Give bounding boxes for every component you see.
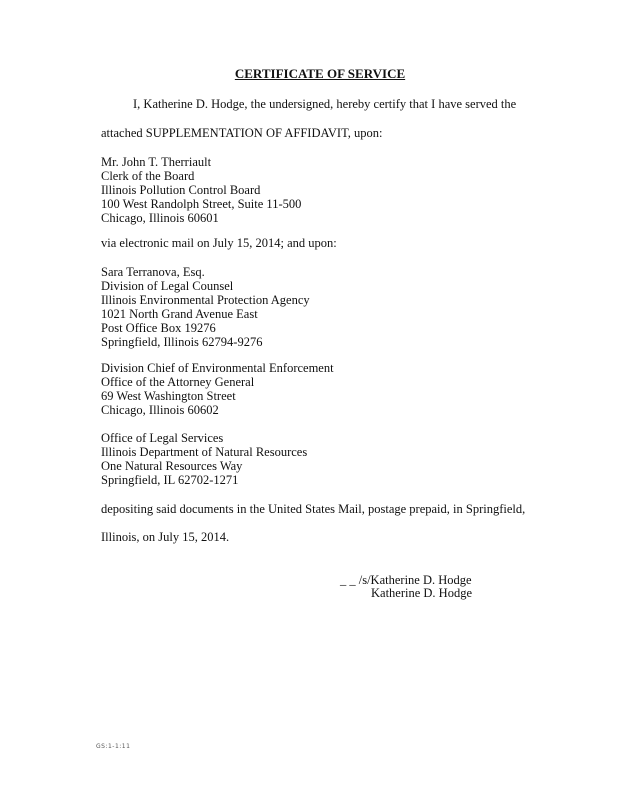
address-line: 69 West Washington Street	[101, 389, 236, 403]
address-line: Illinois Environmental Protection Agency	[101, 293, 310, 307]
address-line: Division of Legal Counsel	[101, 279, 234, 293]
service-method-electronic: via electronic mail on July 15, 2014; and upon:	[101, 236, 337, 250]
signature-electronic-name: /s/Katherine D. Hodge	[358, 573, 472, 587]
service-method-mail-line-1: depositing said documents in the United States Mail, postage prepaid, in Springfield,	[101, 502, 526, 516]
signature-blank: _ _	[340, 573, 356, 587]
address-line: One Natural Resources Way	[101, 459, 243, 473]
address-line: Office of Legal Services	[101, 431, 224, 445]
recipient-attorney-general-address	[101, 361, 334, 417]
address-line: 1021 North Grand Avenue East	[101, 307, 258, 321]
address-line: Chicago, Illinois 60601	[101, 211, 219, 225]
intro-line-2: attached SUPPLEMENTATION OF AFFIDAVIT, upon:	[101, 126, 383, 140]
address-line: 100 West Randolph Street, Suite 11-500	[101, 197, 302, 211]
intro-line-1: I, Katherine D. Hodge, the undersigned, hereby certify that I have served the	[133, 97, 517, 111]
address-line: Springfield, IL 62702-1271	[101, 473, 239, 487]
address-line: Chicago, Illinois 60602	[101, 403, 219, 417]
signature-printed-name: Katherine D. Hodge	[371, 586, 473, 600]
document-title: CERTIFICATE OF SERVICE	[234, 66, 406, 81]
address-line: Springfield, Illinois 62794-9276	[101, 335, 263, 349]
address-line: Illinois Department of Natural Resources	[101, 445, 308, 459]
recipient-idnr-address	[101, 431, 307, 487]
address-line: Clerk of the Board	[101, 169, 195, 183]
address-line: Illinois Pollution Control Board	[101, 183, 261, 197]
recipient-iepa-address	[101, 265, 310, 349]
address-line: Post Office Box 19276	[101, 321, 216, 335]
address-line: Office of the Attorney General	[101, 375, 255, 389]
service-method-mail-line-2: Illinois, on July 15, 2014.	[101, 530, 230, 544]
address-line: Sara Terranova, Esq.	[101, 265, 205, 279]
address-line: Mr. John T. Therriault	[101, 155, 212, 169]
signature-electronic	[340, 573, 472, 587]
address-line: Division Chief of Environmental Enforcement	[101, 361, 334, 375]
recipient-clerk-address	[101, 155, 301, 225]
document-footer-code: GS:1-1:11	[96, 743, 131, 750]
